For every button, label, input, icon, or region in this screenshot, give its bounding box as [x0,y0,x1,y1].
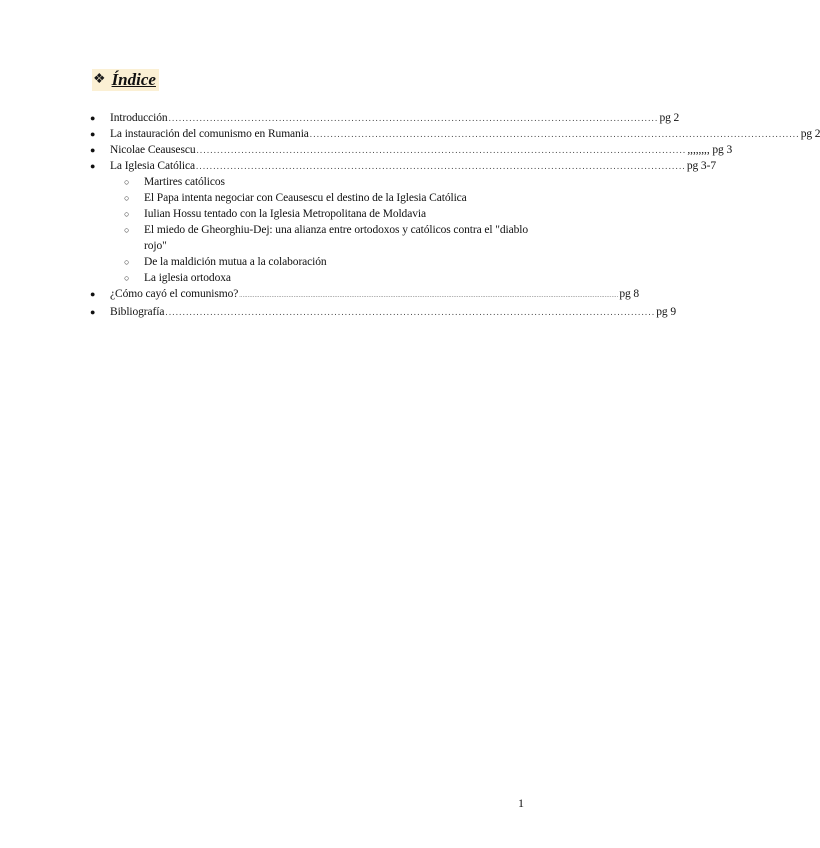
toc-entry-label: La instauración del comunismo en Rumania [110,128,309,140]
toc-entry-label: Nicolae Ceausescu [110,144,196,156]
bullet-icon: ● [90,113,96,123]
toc-subentry [88,206,528,222]
toc-subentry [88,270,528,286]
toc-subentry-label: Martires católicos [144,176,225,188]
circle-bullet-icon: ○ [124,209,130,219]
toc-entry-label: La Iglesia Católica [110,160,195,172]
bullet-icon: ● [90,129,96,139]
toc-entry-bibliografia [88,304,677,320]
bullet-icon: ● [90,145,96,155]
toc-entry-page: pg 9 [656,306,677,318]
table-of-contents [88,110,820,320]
toc-subentry [88,174,528,190]
bullet-icon: ● [90,161,96,171]
dot-leader: .............................................................................................................................................. [165,307,656,317]
circle-bullet-icon: ○ [124,225,130,235]
toc-entry-label: Bibliografía [110,306,165,318]
toc-subentry-label: El miedo de Gheorghiu-Dej: una alianza entre ortodoxos y católicos contra el "diablo rojo" [144,224,528,252]
toc-entry-ceausescu [88,142,733,158]
page-number: 1 [518,796,524,810]
toc-entry-label: Introducción [110,112,168,124]
toc-subentry [88,222,528,254]
toc-entry-page: pg 2 [659,112,680,124]
circle-bullet-icon: ○ [124,193,130,203]
dot-leader: .............................................................................................................................................. [195,161,686,171]
toc-entry-introduccion [88,110,680,126]
toc-subentry-label: La iglesia ortodoxa [144,272,231,284]
circle-bullet-icon: ○ [124,273,130,283]
toc-subentry-label: El Papa intenta negociar con Ceausescu el destino de la Iglesia Católica [144,192,467,204]
dot-leader: .............................................................................................................................................. [196,145,687,155]
dot-leader: .............................................................................................................................................. [168,113,659,123]
toc-subentry [88,254,528,270]
dot-leader: .............................................................................................................................................. [309,129,800,139]
toc-subentry [88,190,528,206]
toc-entry-page: pg 2 [800,128,820,140]
bullet-icon: ● [90,289,96,299]
circle-bullet-icon: ○ [124,177,130,187]
diamond-bullet-icon: ❖ [93,72,106,87]
toc-entry-instauracion [88,126,820,142]
toc-entry-iglesia-catolica [88,158,716,174]
toc-subentry-label: De la maldición mutua a la colaboración [144,256,327,268]
toc-entry-label: ¿Cómo cayó el comunismo? [110,288,239,300]
index-heading [92,69,159,91]
toc-entry-como-cayo [88,286,640,304]
toc-entry-page: ,,,,,,,, pg 3 [687,144,733,156]
toc-entry-page: pg 3-7 [686,160,716,172]
dot-leader: ............................................................................................................................................................................................................................... [239,293,619,299]
bullet-icon: ● [90,307,96,317]
circle-bullet-icon: ○ [124,257,130,267]
toc-subentry-label: Iulian Hossu tentado con la Iglesia Metropolitana de Moldavia [144,208,426,220]
index-title: Índice [111,70,156,89]
toc-entry-page: pg 8 [619,288,640,300]
